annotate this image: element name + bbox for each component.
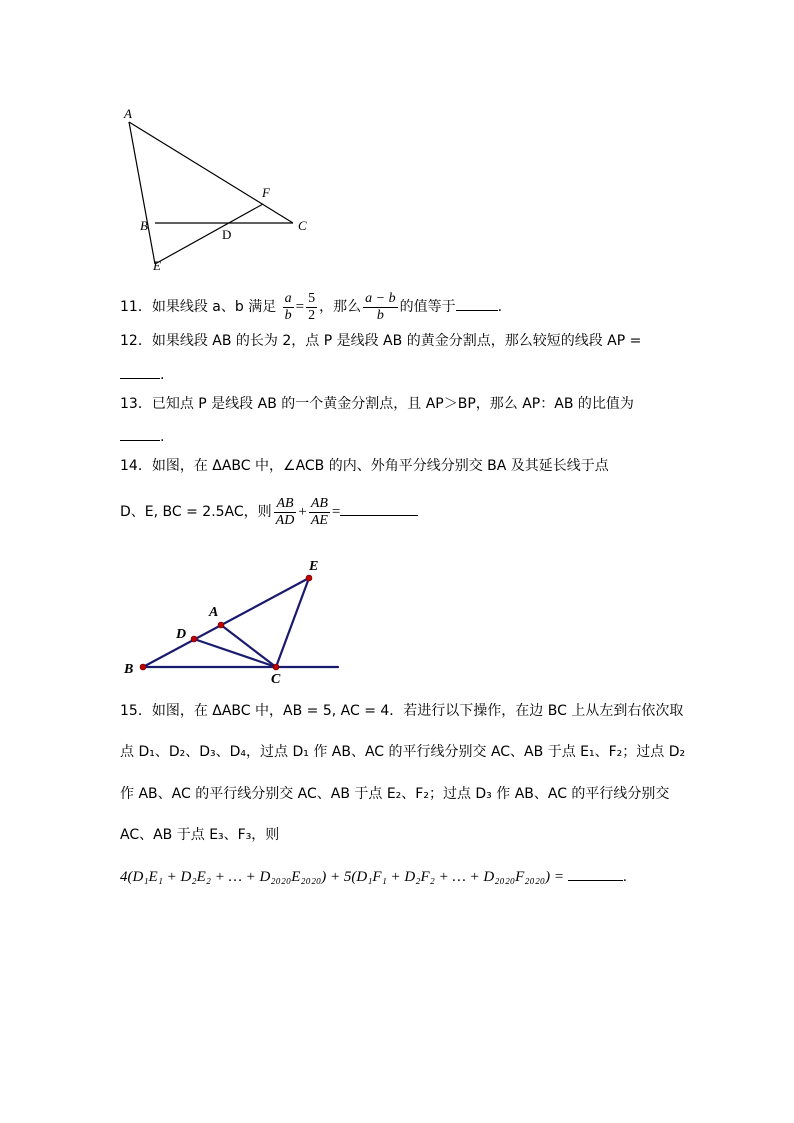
q11-text-1: 如果线段 a、b 满足 [151,299,277,315]
fig1-label-e: E [153,258,161,273]
q15-line-4-text: AC、AB 于点 E₃、F₃，则 [120,827,280,843]
question-14 [120,456,609,476]
line-DC [194,639,276,667]
q15-number: 15． [120,703,152,719]
q11-answer-blank[interactable] [456,310,498,311]
question-15-line-1 [120,701,683,721]
q13-number: 13． [120,396,152,412]
question-12 [120,331,641,351]
q15-line-1-text: 如图，在 ΔABC 中，AB = 5, AC = 4．若进行以下操作，在边 BC 上从左到右依次取 [151,703,684,719]
line-AC [221,625,276,667]
fig1-label-b: B [140,218,148,233]
fig1-label-d: D [222,227,232,242]
point-d [191,636,197,642]
q13-end: . [160,429,165,445]
q11-text-3: 的值等于 [399,299,456,315]
fig1-label-f: F [262,185,270,200]
q13-answer-blank[interactable] [120,426,160,441]
question-11 [120,285,502,329]
fig2-label-a: A [209,605,219,620]
q15-end: . [623,869,627,885]
q14-plus: + [298,504,307,520]
point-c [273,664,279,670]
q14-text-1: 如图，在 ΔABC 中，∠ACB 的内、外角平分线分别交 BA 及其延长线于点 [151,458,609,474]
q15-answer-blank[interactable] [568,866,623,881]
q11-text-2: ，那么 [319,299,362,315]
point-e [306,575,312,581]
fig1-label-c: C [298,218,307,233]
q14-fraction-ab-over-ad: $\frac{AB}{AD}$ [275,495,295,528]
q11-equals: = [295,299,305,315]
fig2-label-b: B [124,662,134,677]
q15-line-2-text: 点 D₁、D₂、D₃、D₄，过点 D₁ 作 AB、AC 的平行线分别交 AC、AB 于点 E₁、F₂；过点 D₂ [120,744,686,760]
figure-2-triangle [120,555,360,690]
question-15-line-2 [120,742,685,762]
line-CE [276,578,309,667]
question-15-line-5 [120,866,627,887]
line-AE [129,122,155,264]
q14-equals: = [331,504,341,520]
q15-line-3-text: 作 AB、AC 的平行线分别交 AC、AB 于点 E₂、F₂；过点 D₃ 作 AB、AC 的平行线分别交 [120,786,670,802]
q11-number: 11． [120,299,152,315]
question-15-line-4 [120,825,279,845]
fig1-label-a: A [124,106,132,121]
q13-text: 已知点 P 是线段 AB 的一个黄金分割点，且 AP＞BP，那么 AP：AB 的比值为 [151,396,634,412]
q11-fraction-5-over-2: $\frac{5}{2}$ [308,290,316,323]
q14-text-2: D、E, BC = 2.5AC，则 [120,504,272,520]
q14-answer-blank[interactable] [340,515,418,516]
point-a [218,622,224,628]
q12-number: 12． [120,333,152,349]
q14-number: 14． [120,458,152,474]
question-14-line-2 [120,490,418,534]
q14-fraction-ab-over-ae: $\frac{AB}{AE}$ [310,495,328,528]
fig2-label-c: C [271,672,281,687]
figure-1-triangle [120,100,320,280]
fig2-label-d: D [176,627,187,642]
q12-answer-blank[interactable] [120,364,160,379]
q15-expression: 4(D₁E₁ + D₂E₂ + … + D₂₀₂₀E₂₀₂₀) + 5(D₁F₁ + D₂F₂ + … + D₂₀₂₀F₂₀₂₀) = [120,869,565,885]
question-15-line-3 [120,784,669,804]
question-13 [120,394,634,414]
line-AC [129,122,293,223]
question-12-answer-line [120,364,164,385]
q12-end: . [160,367,165,383]
q11-fraction-a-minus-b-over-b: $\frac{a - b}{b}$ [365,290,396,323]
q11-end: . [497,299,503,315]
q12-text: 如果线段 AB 的长为 2，点 P 是线段 AB 的黄金分割点，那么较短的线段 AP = [151,333,642,349]
line-BE [143,578,309,667]
question-13-answer-line [120,426,164,447]
point-b [140,664,146,670]
fig2-label-e: E [309,559,319,574]
line-EF [155,204,263,264]
q11-fraction-a-over-b: $\frac{a}{b}$ [284,290,292,323]
